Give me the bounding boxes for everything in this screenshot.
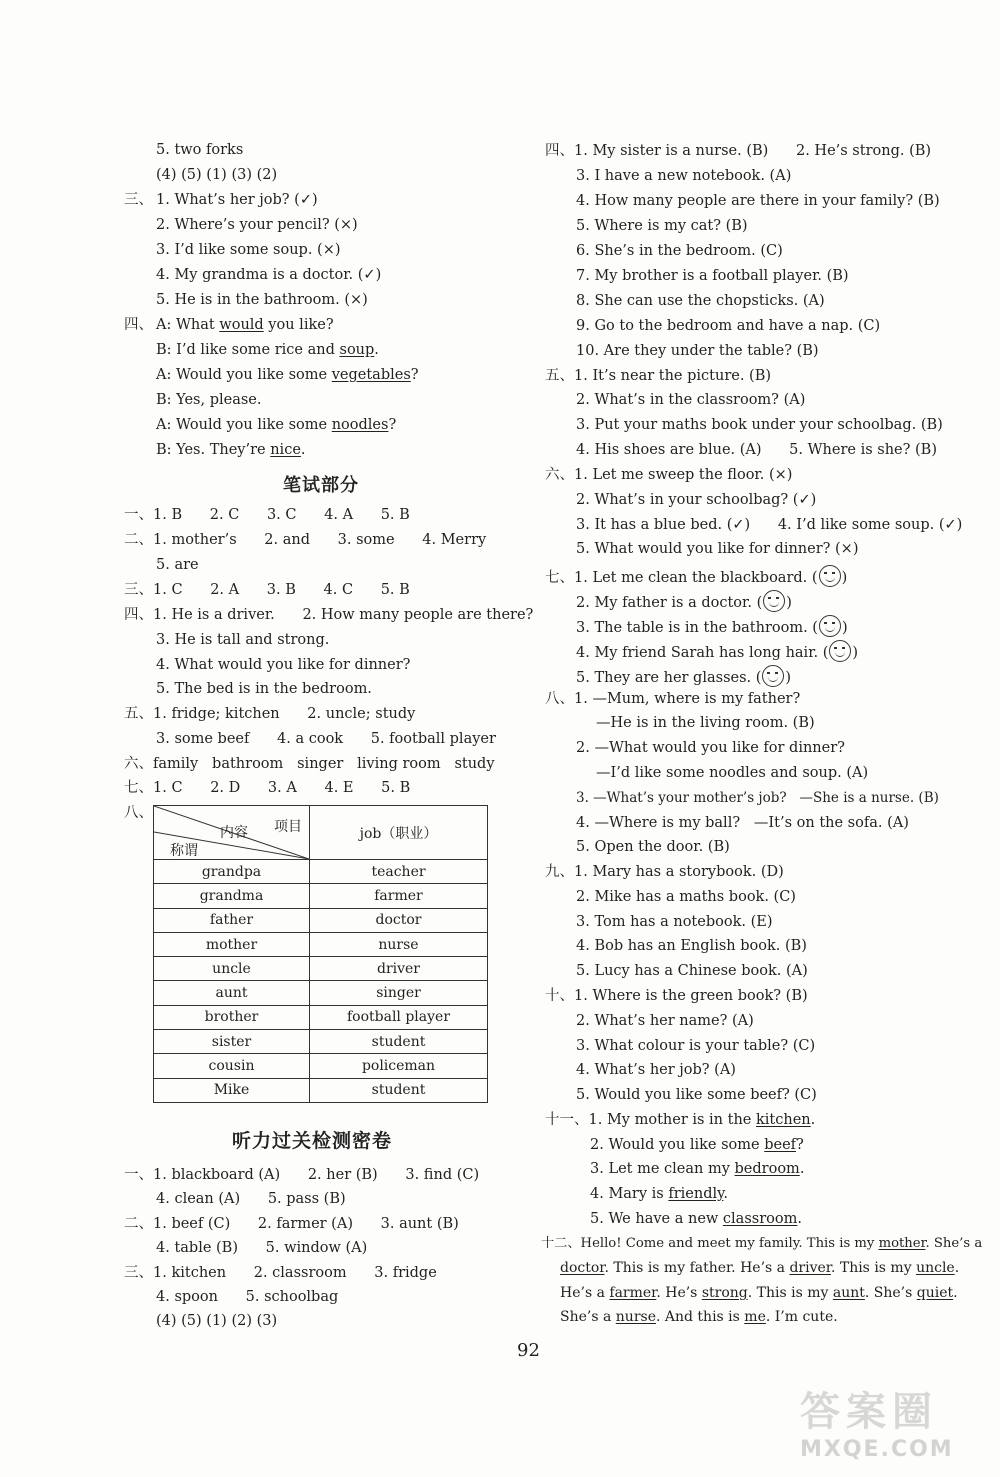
- answer-line: 4. What’s her job? (A): [576, 1062, 736, 1078]
- title-cell: father: [154, 908, 310, 932]
- answer-line: 4. My grandma is a doctor. (✓): [156, 267, 382, 283]
- table-row: [154, 981, 488, 1005]
- answer-line: 5. We have a new classroom.: [590, 1211, 802, 1227]
- section-heading: 听力过关检测密卷: [232, 1130, 393, 1152]
- answer-line: 3. —What’s your mother’s job? —She is a nurse. (B): [576, 790, 939, 806]
- answer-line: 2. What’s her name? (A): [576, 1013, 754, 1029]
- smiley-face-icon: [819, 565, 841, 587]
- answer-line: 3. What colour is your table? (C): [576, 1038, 816, 1054]
- title-cell: sister: [154, 1030, 310, 1054]
- answer-line: 十一、1. My mother is in the kitchen.: [545, 1112, 816, 1128]
- dialog-line: A: What would you like?: [156, 317, 334, 333]
- answer-line: 四、1. He is a driver. 2. How many people are there?: [124, 607, 534, 623]
- answer-line: 一、1. blackboard (A) 2. her (B) 3. find (C): [124, 1167, 480, 1183]
- table-row: [154, 932, 488, 956]
- table-row: [154, 1005, 488, 1029]
- smiley-face-icon: [829, 640, 851, 662]
- answer-line: 3. some beef 4. a cook 5. football player: [156, 731, 496, 747]
- answer-line: 3. He is tall and strong.: [156, 632, 330, 648]
- answer-line: 5. Open the door. (B): [576, 839, 730, 855]
- answer-line: 5. are: [156, 557, 199, 573]
- table-row: [154, 884, 488, 908]
- job-cell: singer: [310, 981, 488, 1005]
- job-column-header: job（职业）: [310, 806, 488, 860]
- answer-line: 九、1. Mary has a storybook. (D): [545, 864, 784, 880]
- answer-line: 三、1. kitchen 2. classroom 3. fridge: [124, 1265, 437, 1281]
- title-cell: brother: [154, 1005, 310, 1029]
- title-cell: grandpa: [154, 860, 310, 884]
- table-row: [154, 1054, 488, 1078]
- answer-line: 4. spoon 5. schoolbag: [156, 1289, 339, 1305]
- table-header-row: [154, 806, 488, 860]
- answer-line: 4. table (B) 5. window (A): [156, 1240, 368, 1256]
- answer-line: 2. Mike has a maths book. (C): [576, 889, 796, 905]
- section-label: 八、: [124, 805, 153, 821]
- passage-line: He’s a farmer. He’s strong. This is my aunt. She’s quiet.: [560, 1285, 958, 1301]
- table-row: [154, 1078, 488, 1102]
- title-cell: aunt: [154, 981, 310, 1005]
- answer-line: 七、1. C 2. D 3. A 4. E 5. B: [124, 780, 411, 796]
- answer-line: 3. Tom has a notebook. (E): [576, 914, 773, 930]
- answer-line: 五、1. It’s near the picture. (B): [545, 368, 772, 384]
- table-row: [154, 957, 488, 981]
- answer-line: (4) (5) (1) (3) (2): [156, 167, 278, 183]
- answer-line: 3. I’d like some soup. (×): [156, 242, 341, 258]
- section-heading: 笔试部分: [283, 475, 359, 496]
- job-table: [153, 805, 488, 1103]
- diag-label-bottom: 称谓: [170, 843, 198, 859]
- answer-line: 5. They are her glasses. ( ): [576, 665, 791, 687]
- answer-line: 10. Are they under the table? (B): [576, 343, 819, 359]
- dialog-line: A: Would you like some vegetables?: [156, 367, 419, 383]
- answer-line: 二、1. beef (C) 2. farmer (A) 3. aunt (B): [124, 1216, 459, 1232]
- answer-line: 5. two forks: [156, 142, 244, 158]
- answer-line: 一、1. B 2. C 3. C 4. A 5. B: [124, 507, 410, 523]
- title-cell: grandma: [154, 884, 310, 908]
- answer-line: 3. I have a new notebook. (A): [576, 168, 792, 184]
- passage-line: doctor. This is my father. He’s a driver. This is my uncle.: [560, 1260, 960, 1276]
- answer-line: 4. What would you like for dinner?: [156, 657, 411, 673]
- answer-line: 十、1. Where is the green book? (B): [545, 988, 808, 1004]
- smiley-face-icon: [762, 665, 784, 687]
- answer-line: 5. What would you like for dinner? (×): [576, 541, 859, 557]
- job-cell: student: [310, 1030, 488, 1054]
- dialog-line: B: I’d like some rice and soup.: [156, 342, 379, 358]
- answer-line: 4. His shoes are blue. (A) 5. Where is she? (B): [576, 442, 937, 458]
- answer-line: 2. —What would you like for dinner?: [576, 740, 845, 756]
- section-label: 四、: [124, 317, 153, 333]
- smiley-face-icon: [763, 590, 785, 612]
- answer-line: 五、1. fridge; kitchen 2. uncle; study: [124, 706, 416, 722]
- answer-line: —I’d like some noodles and soup. (A): [596, 765, 869, 781]
- answer-line: 4. Bob has an English book. (B): [576, 938, 807, 954]
- answer-line: 3. Put your maths book under your schoolbag. (B): [576, 417, 943, 433]
- answer-line: 二、1. mother’s 2. and 3. some 4. Merry: [124, 532, 487, 548]
- answer-line: 6. She’s in the bedroom. (C): [576, 243, 783, 259]
- dialog-line: A: Would you like some noodles?: [156, 417, 397, 433]
- passage-line: 十二、Hello! Come and meet my family. This is my mother. She’s a: [541, 1236, 983, 1251]
- diag-label-mid: 内容: [220, 825, 248, 841]
- diagonal-header-cell: [154, 806, 310, 860]
- answer-line: 5. The bed is in the bedroom.: [156, 681, 372, 697]
- answer-line: 七、1. Let me clean the blackboard. ( ): [545, 565, 847, 587]
- answer-line: 3. It has a blue bed. (✓) 4. I’d like some soup. (✓): [576, 517, 963, 533]
- table-row: [154, 1030, 488, 1054]
- answer-line: 2. My father is a doctor. ( ): [576, 590, 792, 612]
- dialog-line: B: Yes. They’re nice.: [156, 442, 306, 458]
- job-cell: student: [310, 1078, 488, 1102]
- answer-line: 六、1. Let me sweep the floor. (×): [545, 467, 793, 483]
- watermark-url: MXQE.COM: [800, 1437, 954, 1462]
- answer-line: 4. Mary is friendly.: [590, 1186, 729, 1202]
- answer-line: 5. He is in the bathroom. (×): [156, 292, 368, 308]
- passage-line: She’s a nurse. And this is me. I’m cute.: [560, 1309, 838, 1325]
- answer-line: 2. What’s in your schoolbag? (✓): [576, 492, 817, 508]
- answer-line: 三、1. C 2. A 3. B 4. C 5. B: [124, 582, 410, 598]
- dialog-line: B: Yes, please.: [156, 392, 262, 408]
- watermark-logo: [800, 1380, 990, 1470]
- job-cell: farmer: [310, 884, 488, 908]
- watermark-text: 答案圈: [800, 1389, 938, 1435]
- job-cell: nurse: [310, 932, 488, 956]
- job-cell: doctor: [310, 908, 488, 932]
- title-cell: mother: [154, 932, 310, 956]
- title-cell: Mike: [154, 1078, 310, 1102]
- answer-line: 2. Where’s your pencil? (×): [156, 217, 358, 233]
- answer-line: 2. Would you like some beef?: [590, 1137, 804, 1153]
- job-cell: policeman: [310, 1054, 488, 1078]
- answer-line: 4. My friend Sarah has long hair. ( ): [576, 640, 858, 662]
- diag-label-top: 项目: [274, 819, 302, 835]
- title-cell: cousin: [154, 1054, 310, 1078]
- answer-line: 4. —Where is my ball? —It’s on the sofa. (A): [576, 815, 909, 831]
- answer-line: (4) (5) (1) (2) (3): [156, 1313, 278, 1329]
- page-number: 92: [517, 1340, 540, 1361]
- answer-line: 六、family bathroom singer living room study: [124, 756, 495, 772]
- answer-line: 2. What’s in the classroom? (A): [576, 392, 806, 408]
- answer-line: 1. What’s her job? (✓): [156, 192, 318, 208]
- answer-line: 8. She can use the chopsticks. (A): [576, 293, 825, 309]
- table-row: [154, 860, 488, 884]
- answer-line: 3. Let me clean my bedroom.: [590, 1161, 805, 1177]
- table-row: [154, 908, 488, 932]
- answer-line: 四、1. My sister is a nurse. (B) 2. He’s strong. (B): [545, 143, 932, 159]
- answer-line: —He is in the living room. (B): [596, 715, 815, 731]
- answer-line: 4. clean (A) 5. pass (B): [156, 1191, 346, 1207]
- answer-line: 4. How many people are there in your family? (B): [576, 193, 940, 209]
- section-label: 三、: [124, 192, 153, 208]
- answer-line: 5. Where is my cat? (B): [576, 218, 748, 234]
- answer-line: 9. Go to the bedroom and have a nap. (C): [576, 318, 881, 334]
- job-cell: football player: [310, 1005, 488, 1029]
- answer-line: 5. Would you like some beef? (C): [576, 1087, 817, 1103]
- answer-line: 5. Lucy has a Chinese book. (A): [576, 963, 808, 979]
- job-cell: teacher: [310, 860, 488, 884]
- answer-line: 3. The table is in the bathroom. ( ): [576, 615, 848, 637]
- answer-line: 八、1. —Mum, where is my father?: [545, 691, 801, 707]
- job-cell: driver: [310, 957, 488, 981]
- answer-line: 7. My brother is a football player. (B): [576, 268, 849, 284]
- smiley-face-icon: [819, 615, 841, 637]
- title-cell: uncle: [154, 957, 310, 981]
